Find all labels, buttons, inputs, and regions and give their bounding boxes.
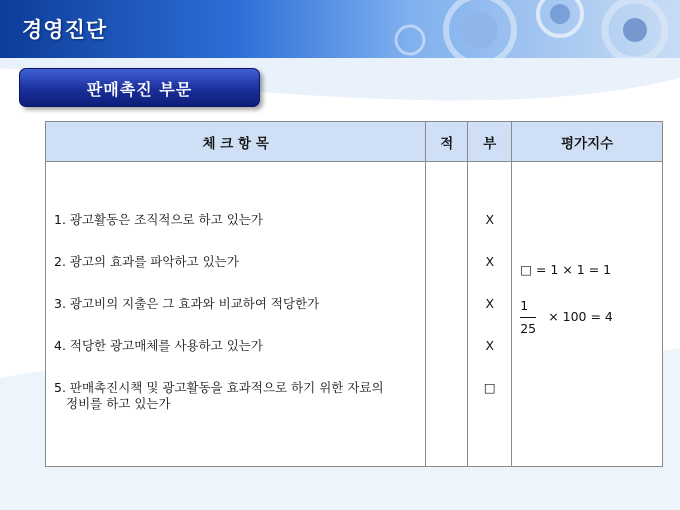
check-item-5-line1: 5. 판매촉진시책 및 광고활동을 효과적으로 하기 위한 자료의	[54, 380, 384, 395]
table-body-row	[46, 162, 663, 467]
check-item-2: 2. 광고의 효과를 파악하고 있는가	[54, 254, 239, 269]
check-item-5	[54, 380, 425, 412]
section-label: 판매촉진 부문	[86, 80, 193, 99]
score-formula: □ = 1 × 1 = 1	[520, 262, 612, 277]
score-result: × 100 = 4	[548, 309, 613, 324]
no-cell	[468, 162, 512, 467]
items-cell	[46, 162, 426, 467]
no-mark-4: X	[485, 338, 495, 353]
no-mark-5: □	[483, 380, 496, 395]
check-item-1: 1. 광고활동은 조직적으로 하고 있는가	[54, 212, 263, 227]
gear-decoration-icon	[350, 0, 680, 58]
no-mark-2: X	[485, 254, 495, 269]
yes-cell	[426, 162, 468, 467]
section-button	[19, 68, 260, 107]
checklist-table	[45, 121, 663, 467]
score-cell	[512, 162, 663, 467]
check-item-5-line2: 정비를 하고 있는가	[66, 396, 171, 411]
score-fraction-line	[520, 298, 662, 337]
check-item-4: 4. 적당한 광고매체를 사용하고 있는가	[54, 338, 263, 353]
score-fraction	[520, 298, 536, 337]
no-mark-3: X	[485, 296, 495, 311]
score-numerator: 1	[520, 298, 529, 313]
score-denominator: 25	[520, 321, 537, 336]
header-banner	[0, 0, 680, 58]
header-yes: 적	[426, 122, 468, 162]
page-title: 경영진단	[22, 18, 108, 42]
header-check-item: 체 크 항 목	[46, 122, 426, 162]
table-header-row	[46, 122, 663, 162]
header-score: 평가지수	[512, 122, 663, 162]
header-no: 부	[468, 122, 512, 162]
no-mark-1: X	[485, 212, 495, 227]
fraction-bar	[520, 317, 536, 318]
check-item-3: 3. 광고비의 지출은 그 효과와 비교하여 적당한가	[54, 296, 320, 311]
